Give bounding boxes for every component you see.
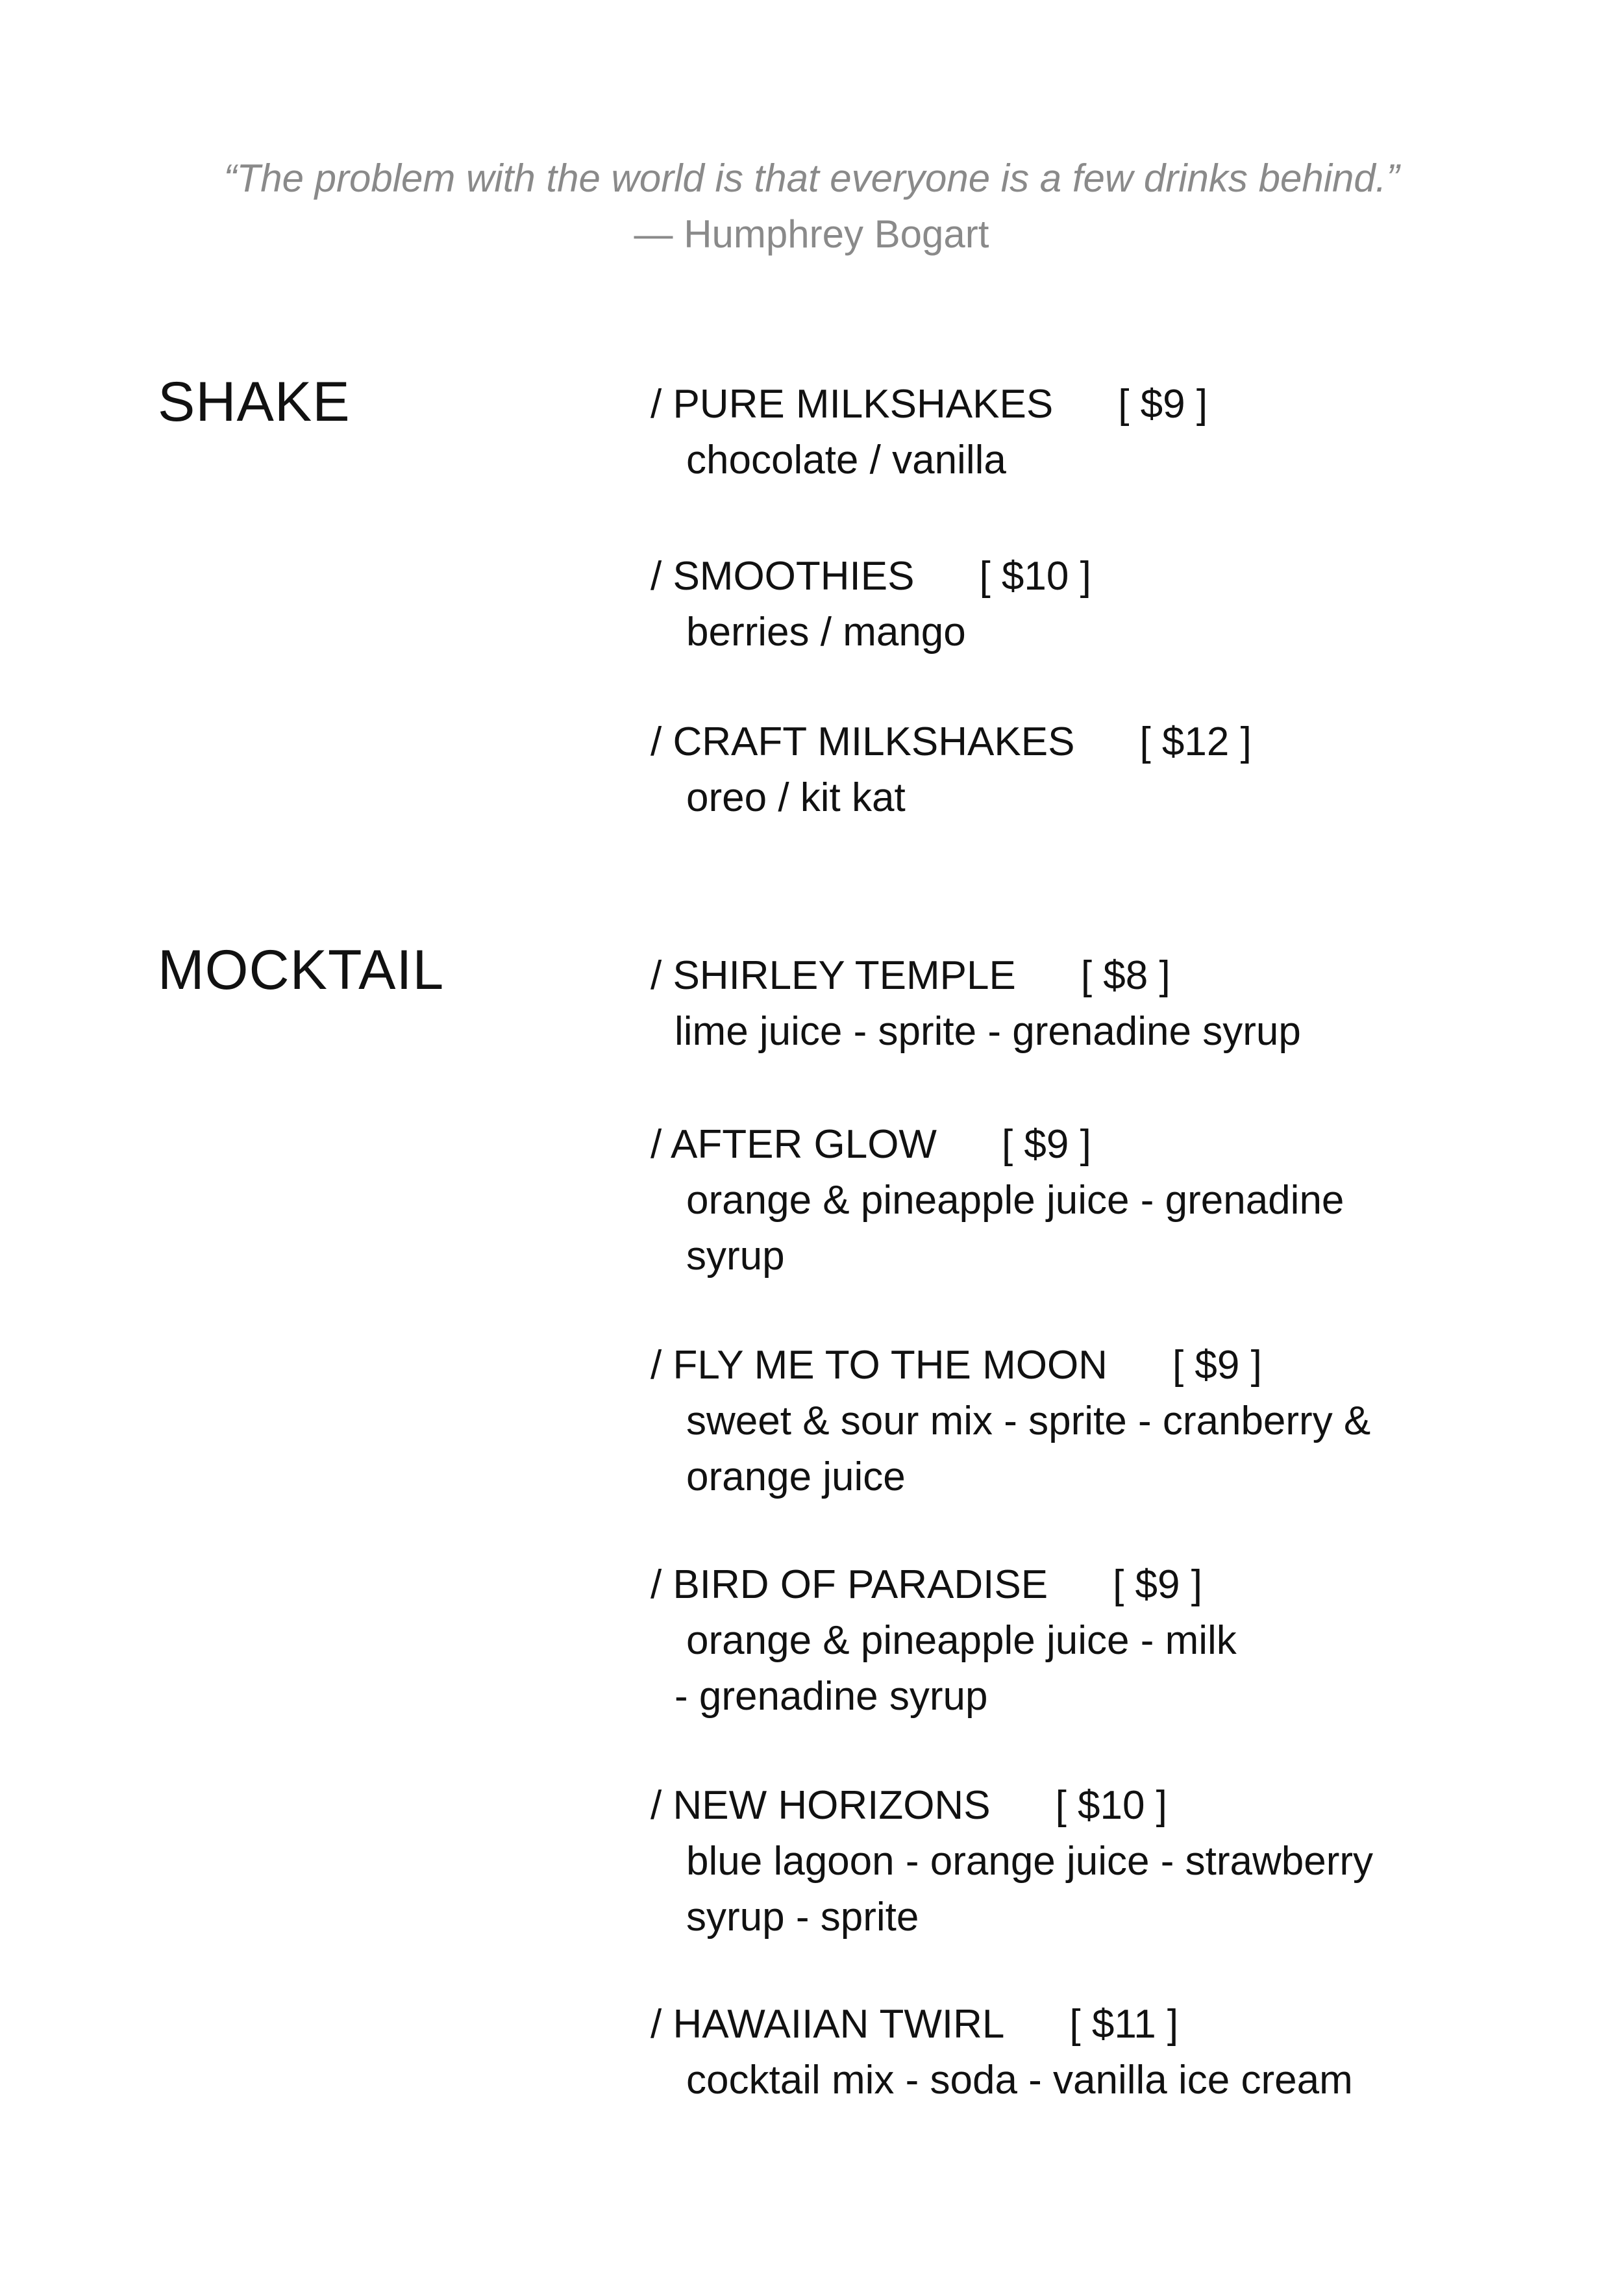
item-description-line: orange & pineapple juice - milk: [686, 1618, 1237, 1663]
item-description-line: orange & pineapple juice - grenadine: [686, 1178, 1344, 1223]
item-price: [ $9 ]: [1118, 382, 1208, 427]
section-title-shake: SHAKE: [158, 371, 351, 433]
menu-item-pure-milkshakes: [650, 377, 1559, 488]
item-description: berries / mango: [686, 610, 966, 655]
item-description-line: - grenadine syrup: [675, 1674, 988, 1719]
item-description-line: blue lagoon - orange juice - strawberry: [686, 1839, 1373, 1884]
menu-item-after-glow: [650, 1117, 1559, 1284]
item-name: / FLY ME TO THE MOON: [650, 1343, 1108, 1388]
item-description: lime juice - sprite - grenadine syrup: [675, 1009, 1301, 1054]
item-name: / PURE MILKSHAKES: [650, 382, 1054, 427]
item-description-line: syrup - sprite: [686, 1895, 919, 1940]
item-description-line: sweet & sour mix - sprite - cranberry &: [686, 1399, 1371, 1443]
item-name: / CRAFT MILKSHAKES: [650, 719, 1075, 764]
menu-item-smoothies: [650, 549, 1559, 660]
item-price: [ $9 ]: [1172, 1343, 1262, 1388]
section-title-mocktail: MOCKTAIL: [158, 939, 445, 1001]
item-price: [ $8 ]: [1080, 953, 1171, 998]
item-price: [ $10 ]: [1055, 1783, 1167, 1828]
menu-item-hawaiian-twirl: [650, 1997, 1559, 2108]
item-description: chocolate / vanilla: [686, 438, 1006, 482]
item-price: [ $9 ]: [1001, 1122, 1091, 1167]
item-name: / NEW HORIZONS: [650, 1783, 991, 1828]
item-name: / SMOOTHIES: [650, 554, 915, 599]
item-price: [ $12 ]: [1139, 719, 1252, 764]
item-name: / HAWAIIAN TWIRL: [650, 2002, 1005, 2047]
menu-item-fly-me-to-the-moon: [650, 1338, 1559, 1505]
menu-item-new-horizons: [650, 1778, 1559, 1945]
item-description: cocktail mix - soda - vanilla ice cream: [686, 2058, 1353, 2103]
item-name: / BIRD OF PARADISE: [650, 1562, 1048, 1607]
quote-text: “The problem with the world is that everyone is a few drinks behind.”: [223, 156, 1400, 200]
menu-item-shirley-temple: [650, 948, 1559, 1060]
item-name: / SHIRLEY TEMPLE: [650, 953, 1016, 998]
item-description-line: syrup: [686, 1234, 785, 1279]
menu-item-craft-milkshakes: [650, 714, 1559, 826]
item-price: [ $11 ]: [1069, 2002, 1179, 2047]
item-price: [ $9 ]: [1113, 1562, 1202, 1607]
item-name: / AFTER GLOW: [650, 1122, 937, 1167]
item-description: oreo / kit kat: [686, 775, 906, 820]
item-description-line: orange juice: [686, 1454, 906, 1499]
epigraph: [0, 151, 1623, 262]
item-price: [ $10 ]: [979, 554, 1091, 599]
quote-author: — Humphrey Bogart: [634, 212, 989, 256]
menu-item-bird-of-paradise: [650, 1557, 1559, 1725]
